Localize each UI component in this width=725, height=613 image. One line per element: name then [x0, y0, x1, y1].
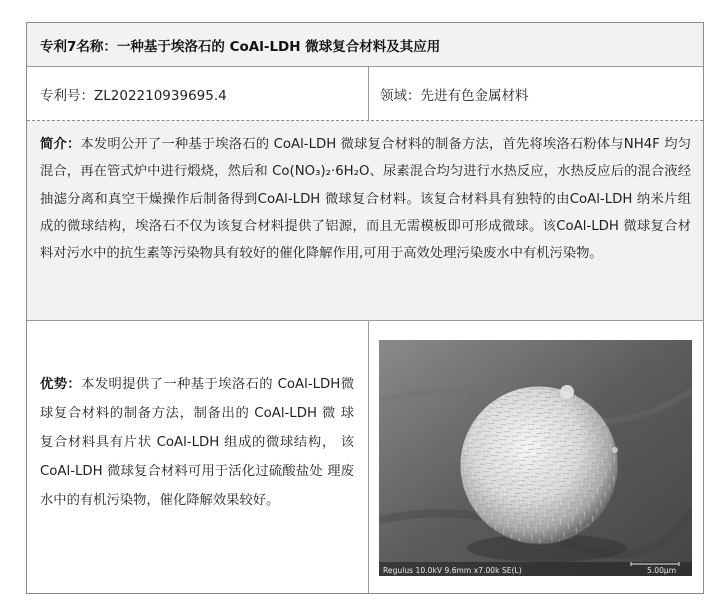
advantage-label: 优势：	[40, 377, 82, 392]
advantage-cell	[27, 321, 369, 593]
sem-info-bar: Regulus 10.0kV 9.6mm x7.00k SE(L)	[383, 566, 522, 575]
intro-label: 简介：	[40, 137, 81, 152]
patent-number: 专利号：ZL202210939695.4	[40, 87, 227, 104]
image-cell	[369, 321, 703, 593]
field-cell	[369, 67, 703, 120]
advantage-paragraph	[40, 370, 354, 515]
advantage-text: 本发明提供了一种基于埃洛石的 CoAl-LDH微球复合材料的制备方法，制备出的 CoAl-LDH 微 球复合材料具有片状 CoAl-LDH 组成的微球结构， 该 CoAl-LDH 微球复合材料可用于活化过硫酸盐处 理废水中的有机污染物，催化降解效果较好。	[40, 377, 354, 508]
sem-micrograph	[379, 340, 692, 576]
patent-title: 专利7名称：一种基于埃洛石的 CoAl-LDH 微球复合材料及其应用	[40, 38, 441, 55]
advantage-row	[27, 321, 703, 593]
info-row	[27, 67, 703, 121]
intro-paragraph	[40, 131, 691, 267]
patent-field: 领域：先进有色金属材料	[380, 87, 529, 104]
title-row	[27, 23, 703, 67]
patent-number-cell	[27, 67, 369, 120]
intro-row	[27, 121, 703, 321]
sem-scale-label: 5.00μm	[647, 566, 677, 575]
patent-table	[26, 22, 704, 594]
intro-text: 本发明公开了一种基于埃洛石的 CoAl-LDH 微球复合材料的制备方法，首先将埃洛石粉体与NH4F 均匀混合，再在管式炉中进行煅烧，然后和 Co(NO₃)₂·6H₂O、尿素混合均匀进行水热反应，水热反应后的混合液经抽滤分离和真空干燥操作后制备得到CoAl-LDH 微球复合材料。该复合材料具有独特的由CoAl-LDH 纳米片组成的微球结构，埃洛石不仅为该复合材料提供了铝源，而且无需模板即可形成微球。该CoAl-LDH 微球复合材料对污水中的抗生素等污染物具有较好的催化降解作用,可用于高效处理污染废水中有机污染物。	[40, 137, 692, 262]
